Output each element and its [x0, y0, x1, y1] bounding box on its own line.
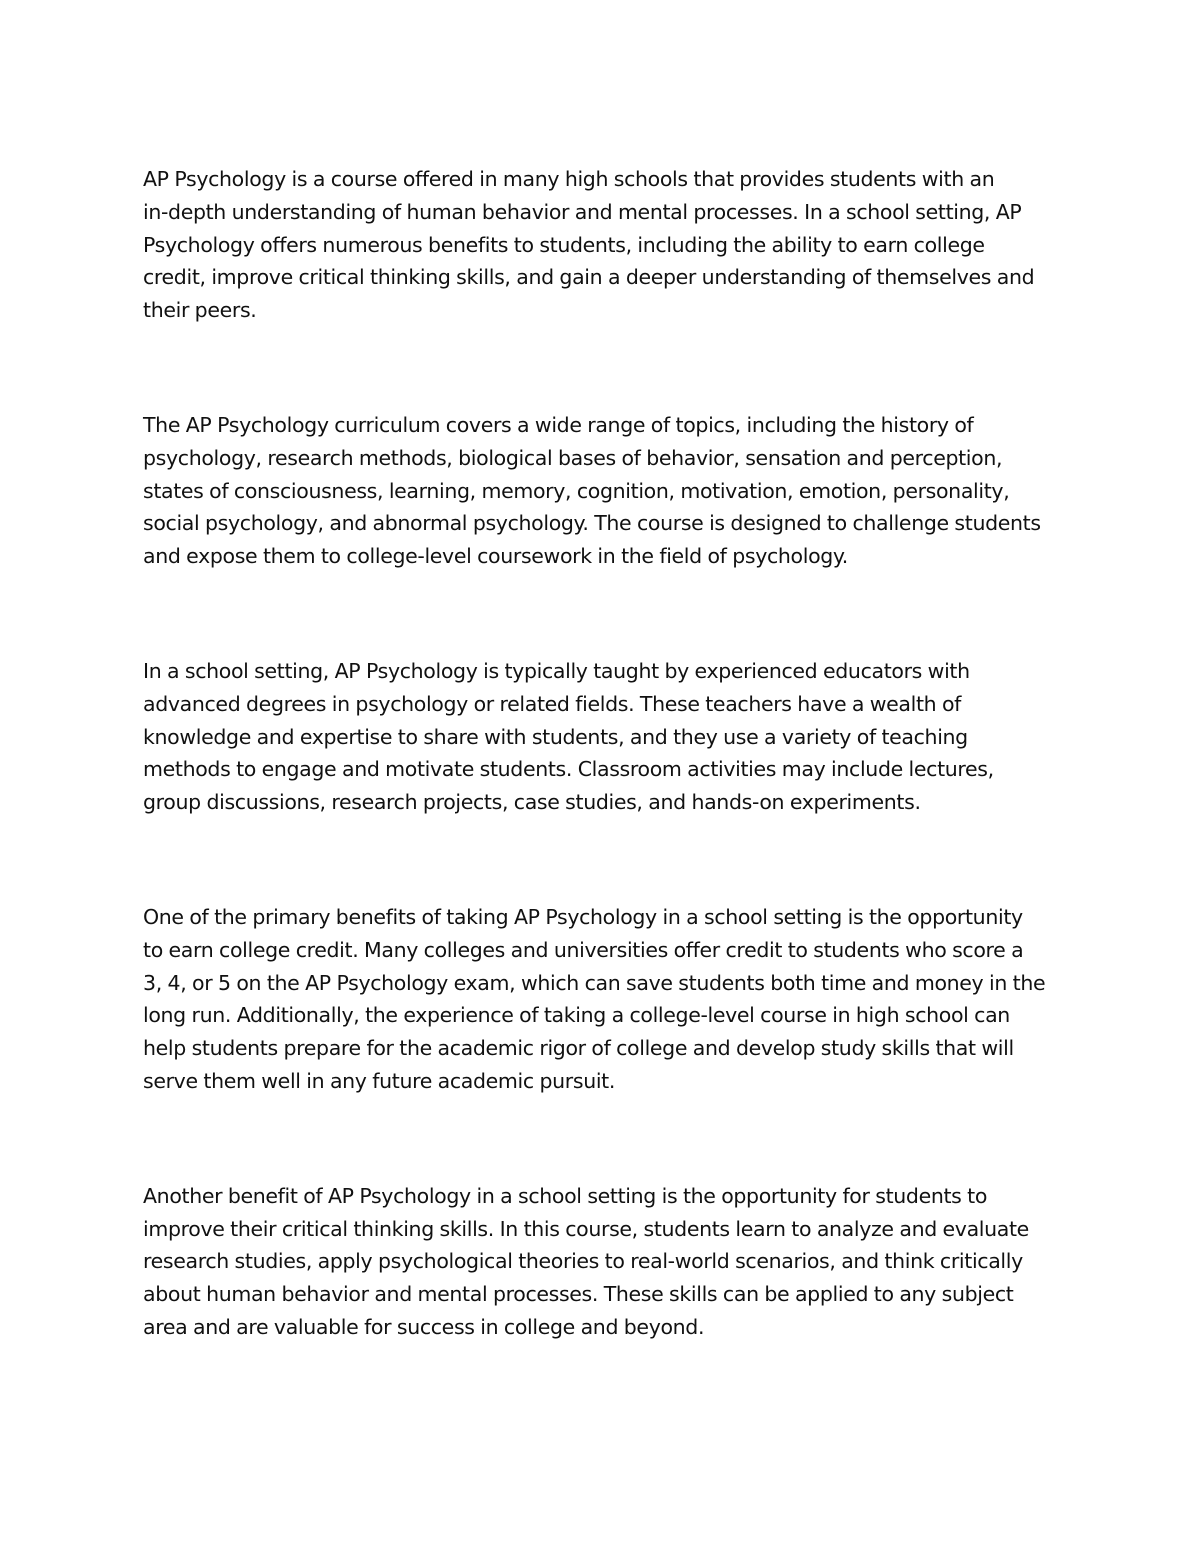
- text-line: methods to engage and motivate students. Classroom activities may include lectures,: [143, 757, 994, 782]
- text-line: and expose them to college-level coursework in the field of psychology.: [143, 544, 848, 569]
- paragraph-2: [143, 409, 1063, 573]
- text-line: about human behavior and mental processes. These skills can be applied to any subject: [143, 1282, 1014, 1307]
- text-line: group discussions, research projects, case studies, and hands-on experiments.: [143, 790, 921, 815]
- text-line: help students prepare for the academic rigor of college and develop study skills that will: [143, 1036, 1014, 1061]
- text-line: psychology, research methods, biological bases of behavior, sensation and perception,: [143, 445, 1003, 470]
- paragraph-5: [143, 1180, 1063, 1344]
- text-line: their peers.: [143, 298, 257, 323]
- paragraph-4: [143, 901, 1063, 1098]
- text-line: Another benefit of AP Psychology in a school setting is the opportunity for students to: [143, 1183, 988, 1208]
- text-line: Psychology offers numerous benefits to students, including the ability to earn college: [143, 232, 985, 257]
- paragraph-1: [143, 163, 1063, 327]
- text-line: research studies, apply psychological theories to real-world scenarios, and think critically: [143, 1249, 1023, 1274]
- text-line: One of the primary benefits of taking AP Psychology in a school setting is the opportunity: [143, 904, 1023, 929]
- text-line: The AP Psychology curriculum covers a wide range of topics, including the history of: [143, 412, 974, 437]
- text-line: improve their critical thinking skills. In this course, students learn to analyze and evaluate: [143, 1216, 1029, 1241]
- paragraph-3: [143, 655, 1063, 819]
- text-line: in-depth understanding of human behavior and mental processes. In a school setting, AP: [143, 199, 1022, 224]
- document-body: [143, 163, 1063, 1344]
- text-line: to earn college credit. Many colleges and universities offer credit to students who score a: [143, 937, 1024, 962]
- text-line: social psychology, and abnormal psychology. The course is designed to challenge students: [143, 511, 1041, 536]
- text-line: In a school setting, AP Psychology is typically taught by experienced educators with: [143, 658, 970, 683]
- text-line: serve them well in any future academic pursuit.: [143, 1068, 616, 1093]
- text-line: 3, 4, or 5 on the AP Psychology exam, which can save students both time and money in the: [143, 970, 1046, 995]
- text-line: area and are valuable for success in college and beyond.: [143, 1314, 705, 1339]
- text-line: AP Psychology is a course offered in many high schools that provides students with an: [143, 167, 995, 191]
- text-line: credit, improve critical thinking skills, and gain a deeper understanding of themselves and: [143, 265, 1035, 290]
- text-line: knowledge and expertise to share with students, and they use a variety of teaching: [143, 724, 968, 749]
- text-line: states of consciousness, learning, memory, cognition, motivation, emotion, personality,: [143, 478, 1010, 503]
- text-line: advanced degrees in psychology or related fields. These teachers have a wealth of: [143, 691, 962, 716]
- text-line: long run. Additionally, the experience of taking a college-level course in high school can: [143, 1003, 1010, 1028]
